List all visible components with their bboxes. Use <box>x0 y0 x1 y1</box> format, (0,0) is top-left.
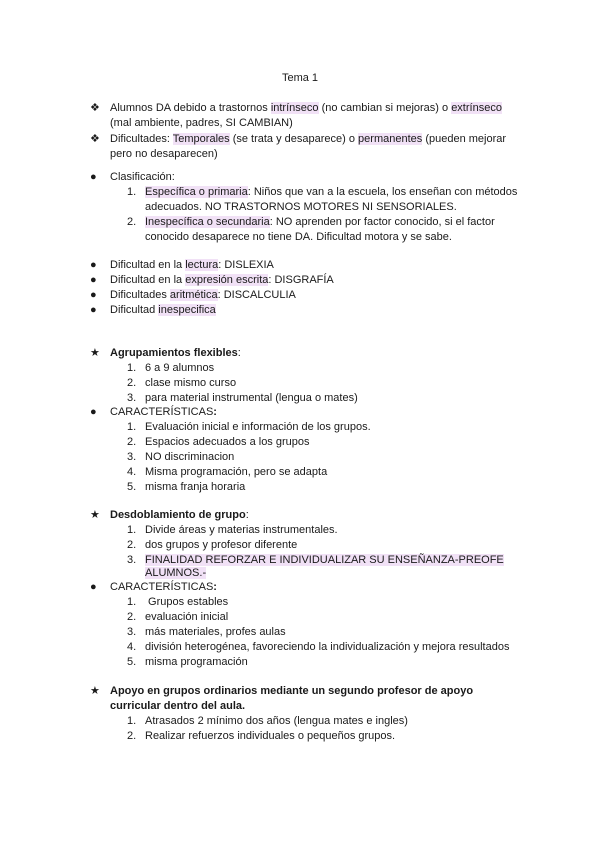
list-number: 3. <box>127 451 137 463</box>
dificultad-item: Dificultad inespecifica <box>110 304 216 316</box>
caracteristicas-label: CARACTERÍSTICAS: <box>110 406 217 418</box>
round-bullet-icon: ● <box>90 406 97 418</box>
intro-line-1b: (mal ambiente, padres, SI CAMBIAN) <box>110 117 293 129</box>
diamond-bullet-icon: ❖ <box>90 133 100 145</box>
list-number: 2. <box>127 611 137 623</box>
intro-line-2: Dificultades: Temporales (se trata y desaparece) o permanentes (pueden mejorar <box>110 133 507 145</box>
round-bullet-icon: ● <box>90 274 97 286</box>
list-number: 1. <box>127 186 137 198</box>
star-bullet-icon: ★ <box>90 347 100 359</box>
list-item-highlighted: FINALIDAD REFORZAR E INDIVIDUALIZAR SU ENSEÑANZA-PREOFE <box>145 554 504 566</box>
list-item: misma programación <box>145 656 248 668</box>
list-item: Realizar refuerzos individuales o pequeños grupos. <box>145 730 396 742</box>
list-number: 3. <box>127 392 137 404</box>
list-item: para material instrumental (lengua o mates) <box>145 392 358 404</box>
list-number: 3. <box>127 626 137 638</box>
list-item: Evaluación inicial e información de los grupos. <box>145 421 371 433</box>
list-number: 1. <box>127 596 137 608</box>
round-bullet-icon: ● <box>90 304 97 316</box>
list-number: 5. <box>127 656 137 668</box>
page-title: Tema 1 <box>281 72 319 84</box>
clasificacion-item-2: Inespecífica o secundaria: NO aprenden por factor conocido, si el factor <box>145 216 495 228</box>
list-item: más materiales, profes aulas <box>145 626 286 638</box>
list-item: clase mismo curso <box>145 377 237 389</box>
list-number: 2. <box>127 730 137 742</box>
list-number: 1. <box>127 362 137 374</box>
clasificacion-item-1: Específica o primaria: Niños que van a la escuela, los enseñan con métodos <box>145 186 518 198</box>
clasificacion-label: Clasificación: <box>110 171 175 183</box>
dificultad-item: Dificultades aritmética: DISCALCULIA <box>110 289 296 301</box>
clasificacion-item-2b: conocido desaparece no tiene DA. Dificultad motora y se sabe. <box>145 231 452 243</box>
intro-line-2b: pero no desaparecen) <box>110 148 218 160</box>
list-item: NO discriminacion <box>145 451 235 463</box>
dificultad-item: Dificultad en la expresión escrita: DISGRAFÍA <box>110 274 334 286</box>
list-number: 1. <box>127 421 137 433</box>
diamond-bullet-icon: ❖ <box>90 102 100 114</box>
list-number: 2. <box>127 436 137 448</box>
star-bullet-icon: ★ <box>90 509 100 521</box>
star-bullet-icon: ★ <box>90 685 100 697</box>
section-heading-apoyo: Apoyo en grupos ordinarios mediante un segundo profesor de apoyo <box>110 685 474 697</box>
list-item: Misma programación, pero se adapta <box>145 466 328 478</box>
list-number: 5. <box>127 481 137 493</box>
list-item: 6 a 9 alumnos <box>145 362 215 374</box>
round-bullet-icon: ● <box>90 289 97 301</box>
list-item: dos grupos y profesor diferente <box>145 539 298 551</box>
round-bullet-icon: ● <box>90 259 97 271</box>
list-item: Atrasados 2 mínimo dos años (lengua mates e ingles) <box>145 715 408 727</box>
list-number: 2. <box>127 377 137 389</box>
round-bullet-icon: ● <box>90 581 97 593</box>
list-item: Divide áreas y materias instrumentales. <box>145 524 338 536</box>
list-number: 4. <box>127 641 137 653</box>
list-number: 4. <box>127 466 137 478</box>
list-number: 1. <box>127 524 137 536</box>
clasificacion-item-1b: adecuados. NO TRASTORNOS MOTORES NI SENSORIALES. <box>145 201 457 213</box>
list-number: 2. <box>127 539 137 551</box>
round-bullet-icon: ● <box>90 171 97 183</box>
list-number: 1. <box>127 715 137 727</box>
intro-line-1: Alumnos DA debido a trastornos intrínseco (no cambian si mejoras) o extrínseco <box>110 102 502 114</box>
list-item: Espacios adecuados a los grupos <box>145 436 310 448</box>
list-item: misma franja horaria <box>145 481 246 493</box>
section-heading-agrupamientos: Agrupamientos flexibles: <box>110 347 241 359</box>
section-heading-apoyo-b: curricular dentro del aula. <box>110 700 246 712</box>
list-item: división heterogénea, favoreciendo la individualización y mejora resultados <box>145 641 510 653</box>
list-number: 2. <box>127 216 137 228</box>
list-item: Grupos estables <box>145 596 229 608</box>
list-item-highlighted-b: ALUMNOS.- <box>145 567 207 579</box>
dificultad-item: Dificultad en la lectura: DISLEXIA <box>110 259 274 271</box>
section-heading-desdoblamiento: Desdoblamiento de grupo: <box>110 509 249 521</box>
list-number: 3. <box>127 554 137 566</box>
list-item: evaluación inicial <box>145 611 229 623</box>
caracteristicas-label: CARACTERÍSTICAS: <box>110 581 217 593</box>
